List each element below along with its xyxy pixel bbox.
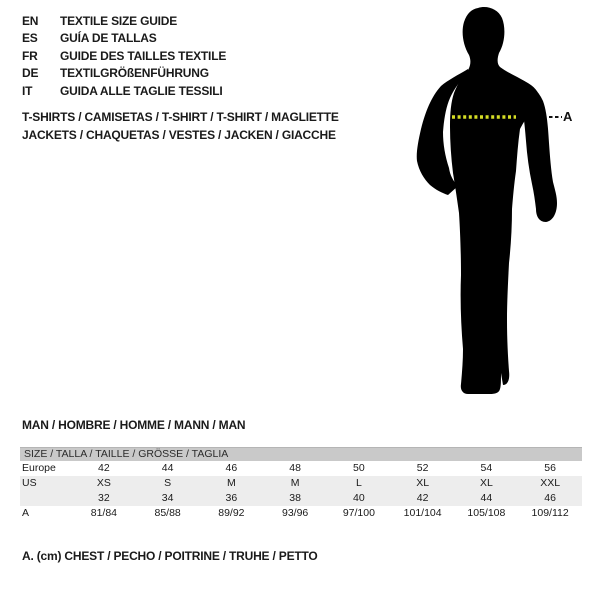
category-jackets: JACKETS / CHAQUETAS / VESTES / JACKEN / GIACCHE <box>22 128 336 142</box>
size-cell: XXL <box>540 477 561 489</box>
size-cell: 38 <box>289 492 301 504</box>
size-cell: 52 <box>416 462 429 474</box>
size-cell: 40 <box>353 492 365 504</box>
size-cell: S <box>164 477 172 489</box>
language-code: FR <box>22 48 38 63</box>
size-cell: 32 <box>98 492 110 504</box>
size-cell: 89/92 <box>218 507 245 519</box>
language-list <box>22 13 226 100</box>
size-cell: L <box>355 477 362 489</box>
size-cell: M <box>290 477 300 489</box>
size-table <box>20 447 582 521</box>
size-cell: 48 <box>289 462 301 474</box>
size-cell: XL <box>416 477 430 489</box>
size-table-row-1 <box>20 476 582 491</box>
language-title: TEXTILE SIZE GUIDE <box>60 14 178 28</box>
language-title: GUIDE DES TAILLES TEXTILE <box>60 48 227 63</box>
measure-label-a: A <box>563 109 573 124</box>
size-cell: 42 <box>416 492 429 504</box>
size-cell: 42 <box>98 462 110 474</box>
size-row-label: US <box>22 477 37 489</box>
size-cell: 46 <box>225 462 238 474</box>
language-code: DE <box>22 66 39 81</box>
silhouette-body <box>450 7 540 394</box>
language-row-fr <box>22 48 226 65</box>
size-cell: 54 <box>480 462 493 474</box>
category-tshirts: T-SHIRTS / CAMISETAS / T-SHIRT / T-SHIRT / MAGLIETTE <box>22 110 339 124</box>
size-cell: 85/88 <box>154 507 181 519</box>
size-cell: M <box>227 477 236 489</box>
size-cell: 105/108 <box>467 507 506 519</box>
category-list <box>22 108 339 144</box>
size-cell: 97/100 <box>342 507 375 519</box>
size-row-label: A <box>22 507 30 519</box>
size-row-label <box>20 491 72 506</box>
size-cell: XL <box>479 477 493 489</box>
language-code: ES <box>22 31 38 46</box>
size-cell: 81/84 <box>90 507 118 519</box>
size-cell: 36 <box>225 492 238 504</box>
size-cell: 93/96 <box>281 507 309 519</box>
language-title: TEXTILGRÖßENFÜHRUNG <box>60 66 209 81</box>
size-table-row-0 <box>20 461 582 476</box>
language-code: IT <box>22 83 33 98</box>
language-row-de <box>22 65 226 82</box>
language-row-es <box>22 30 226 47</box>
section-title: MAN / HOMBRE / HOMME / MANN / MAN <box>22 418 246 432</box>
size-table-header: SIZE / TALLA / TAILLE / GRÖSSE / TAGLIA <box>20 447 582 461</box>
size-cell: 46 <box>544 492 556 504</box>
man-silhouette-figure <box>408 5 573 395</box>
man-silhouette-svg <box>408 5 573 395</box>
size-cell: 101/104 <box>403 507 442 519</box>
language-code: EN <box>22 14 39 28</box>
size-table-row-3 <box>20 506 582 521</box>
size-row-label: Europe <box>22 462 56 474</box>
language-row-it <box>22 83 226 100</box>
size-cell: 50 <box>353 462 365 474</box>
language-title: GUIDA ALLE TAGLIE TESSILI <box>60 83 223 98</box>
language-title: GUÍA DE TALLAS <box>60 31 157 46</box>
size-cell: 109/112 <box>531 507 569 519</box>
size-cell: 44 <box>161 462 174 474</box>
measurement-footnote: A. (cm) CHEST / PECHO / POITRINE / TRUHE / PETTO <box>22 549 318 563</box>
size-cell: 56 <box>544 462 556 474</box>
size-cell: 44 <box>480 492 493 504</box>
size-table-row-2 <box>20 491 582 506</box>
language-row-en <box>22 13 226 30</box>
size-table-rows <box>20 461 582 521</box>
size-cell: 34 <box>161 492 174 504</box>
size-cell: XS <box>96 477 111 489</box>
